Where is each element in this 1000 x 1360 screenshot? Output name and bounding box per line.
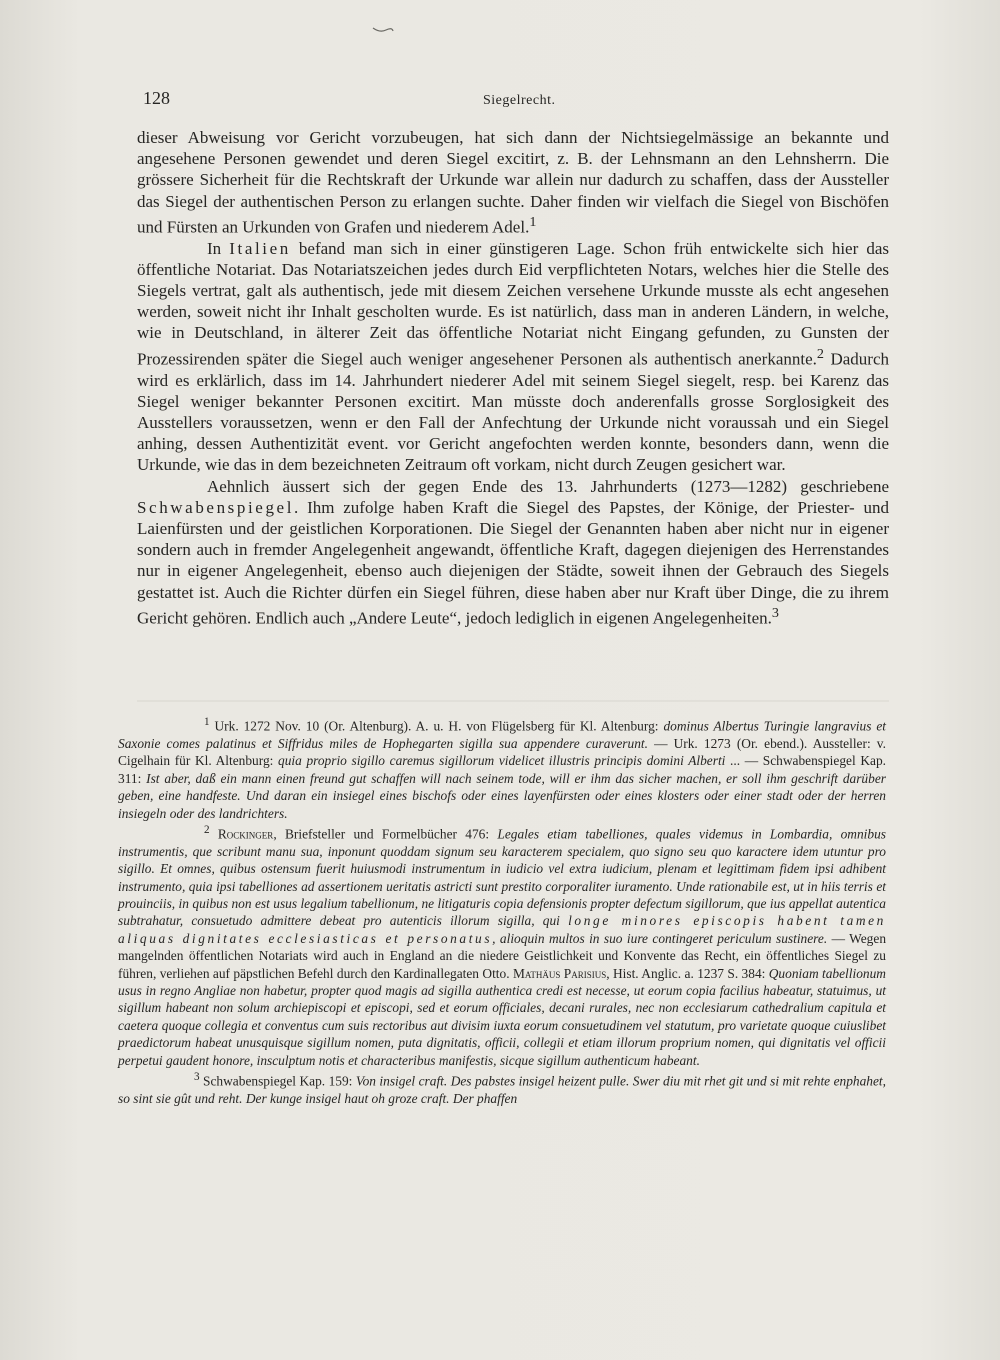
- paragraph-text: dieser Abweisung vor Gericht vorzubeugen, hat sich dann der Nichtsiegelmässige an bekannte und angesehene Personen gewendet und deren Siegel excitirt, z. B. der Lehnsmann an den Lehnsherrn. Die grössere Sicherheit für die Rechtskraft der Urkunde war allein nur dadurch zu schaffen, dass der Aussteller das Siegel der authentischen Person zu erlangen suchte. Daher finden wir vielfach die Siegel von Bischöfen und Fürsten an Urkunden von Grafen und niederem Adel.: [137, 128, 889, 237]
- footnote: [118, 714, 886, 822]
- footnote-text: , Hist. Anglic. a. 1237 S. 384:: [606, 965, 769, 981]
- footnote-quote-spaced: longe minores episcopis habent tamen aliquas dignitates ecclesiasticas et personatus: [118, 913, 886, 946]
- spaced-term: Italien: [229, 238, 291, 258]
- footnote-quote: Ist aber, daß ein mann einen freund gut schaffen will nach seinem tode, will er ihm das sicher machen, er soll ihm geschrift darüber geben, eine handfeste. Und daran ein insiegel eines bischofs oder eines layenfürsten oder eines klosters oder einer stadt oder der herren insiegeln oder des landrichters.: [118, 770, 886, 821]
- footnote-quote: quia proprio sigillo caremus sigillorum videlicet illustris principis domini Alberti: [278, 753, 726, 769]
- footnote-text: Schwabenspiegel Kap. 159:: [199, 1073, 356, 1089]
- footnote-quote: Quoniam tabellionum usus in regno Angliae non habetur, propter quod magis ad sigilla authentica credi est necesse, ut eorum copia facilius habeatur, statuimus, ut sigillum habeant non solum archiepiscopi et episcopi, sed et eorum officiales, decani rurales, nec non ecclesiarum cathedralium capitula et caetera quoque collegia et conventus cum suis rectoribus aut divisim iuxta eorum consuetudinem vel statutum, pro varietate quoque cuiuslibet praedictorum habeat unusquisque sigillum nomen, puta dignitatis, officii, collegii et etiam illorum proprium nomen, qui dignitatis vel officii perpetui gaudent honore, insculptum notis et characteribus manifestis, sicque sigillum authenticum habeant.: [118, 965, 886, 1068]
- footnote-text: ... — Schwabenspiegel Kap. 311:: [118, 753, 886, 786]
- footnote-mark: 2: [204, 823, 210, 836]
- paragraph-text: . Ihm zufolge haben Kraft die Siegel des Papstes, der Könige, der Priester- und Laienfürsten und der geistlichen Korporationen. Die Siegel der Genannten haben aber nicht nur in eigener sondern auch in fremder Angelegenheit angewandt, öffentliche Kraft, dagegen diejenigen des Herrenstandes nur in eigener Angelegenheit, ebenso auch diejenigen der Städte, soweit ihnen der Gebrauch des Siegels gestattet ist. Auch die Richter dürfen ein Siegel führen, diese haben aber nur Kraft über Dinge, die zu ihrem Gericht gehören. Endlich auch „Andere Leute“, jedoch lediglich in eigenen Angelegenheiten.: [137, 497, 889, 628]
- footnote-quote: Legales etiam tabelliones, quales videmus in Lombardia, omnibus instrumentis, que scribunt manu sua, inponunt quoddam signum seu karacterem specialem, quo signo seu quo karactere idem utuntur pro sigillo. Et omnes, quibus ostensum fuerit huiusmodi instrumentum in iudicio vel extra iudicium, plenam et legittimam fidem ipsi adhibent instrumento, quia ipsi tabelliones ad assertionem ueritatis astricti sunt prestito corporaliter iuramento. Unde rationabile est, ut in hiis terris et prouinciis, in quibus non est usus legalium tabellionum, ne litigaturis copia defensionis propter defectum sigillorum, que ius appellat autentica subtrahatur, consuetudo admittere debeat pro autenticis illorum sigilla, qui: [118, 826, 886, 929]
- author-name: Rockinger: [217, 826, 274, 842]
- paragraph-text: Aehnlich äussert sich der gegen Ende des 13. Jahrhunderts (1273—1282) geschriebene: [207, 476, 889, 496]
- footnotes: [118, 714, 886, 1107]
- footnote-reference: 3: [771, 604, 779, 621]
- footnote-quote: , alioquin multos in suo iure contingeret periculum sustinere.: [492, 930, 828, 946]
- spaced-term: Schwabenspiegel: [137, 497, 295, 517]
- footnote-quote: dominus Albertus Turingie langravius et Saxonie comes palatinus et Siffridus miles de Hophegarten sigilla sua appendere curaverunt.: [118, 718, 886, 751]
- page-header: [143, 88, 883, 112]
- author-name: Mathäus Parisius: [512, 965, 607, 981]
- paragraph-text: befand man sich in einer günstigeren Lage. Schon früh entwickelte sich hier das öffentliche Notariat. Das Notariatszeichen jedes durch Eid verpflichteten Notars, welches hier die Stelle des Siegels vertrat, galt als authentisch, jede mit diesem Zeichen versehene Urkunde musste als echt angesehen werden, soweit nicht ihr Inhalt gescholten wurde. Es ist natürlich, dass man in anderen Ländern, in welche, wie in Deutschland, in älterer Zeit das öffentliche Notariat nicht Eingang gefunden, zu Gunsten der Prozessirenden später die Siegel auch weniger angesehener Personen als authentisch anerkannte.: [137, 238, 889, 369]
- footnote: [118, 822, 886, 1069]
- paragraph: [137, 476, 889, 629]
- paragraph: [137, 238, 889, 476]
- footnote-text: — Urk. 1273 (Or. ebend.). Aussteller: v. Cigelhain für Kl. Altenburg:: [118, 735, 886, 769]
- scan-mark: [372, 26, 394, 34]
- footnote-reference: 2: [816, 345, 824, 362]
- footnote-quote: Von insigel craft. Des pabstes insigel heizent pulle. Swer diu mit rhet git und si mit rehte enphahet, so sint sie gût und reht. Der kunge insigel haut oh groze craft. Der phaffen: [118, 1073, 886, 1106]
- footnote-text: Urk. 1272 Nov. 10 (Or. Altenburg). A. u. H. von Flügelsberg für Kl. Altenburg:: [209, 718, 664, 734]
- footnote-separator: [137, 697, 889, 705]
- footnote-mark: 3: [194, 1071, 200, 1084]
- main-text: [137, 127, 889, 629]
- footnote-text: , Briefsteller und Formelbücher 476:: [273, 826, 498, 842]
- footnote-mark: 1: [204, 716, 210, 728]
- running-title: Siegelrecht.: [483, 93, 556, 108]
- footnote-reference: 1: [529, 213, 537, 230]
- footnote: [118, 1069, 886, 1107]
- paragraph: [137, 127, 889, 238]
- footnote-text: — Wegen mangelnden öffentlichen Notariats wird auch in England an die niedere Geistlichkeit und Konvente das Recht, ein öffentliches Siegel zu führen, verliehen auf päpstlichen Befehl durch den Kardinallegaten Otto.: [118, 930, 887, 981]
- paragraph-text: Dadurch wird es erklärlich, dass im 14. Jahrhundert niederer Adel mit seinem Siegel siegelt, resp. bei Karenz das Siegel weniger bekannter Personen excitirt. Man müsste doch anderenfalls grosse Sorglosigkeit des Ausstellers voraussetzen, wenn er den Fall der Anfechtung der Urkunde nicht voraussah und ein Siegel anhing, dessen Authentizität event. vor Gericht angefochten werden konnte, besonders dann, wenn die Urkunde, wie das in dem bezeichneten Zeitraum oft vorkam, nicht durch Zeugen gesichert war.: [137, 349, 889, 475]
- page-number: 128: [143, 88, 170, 108]
- paragraph-text: In: [207, 238, 230, 258]
